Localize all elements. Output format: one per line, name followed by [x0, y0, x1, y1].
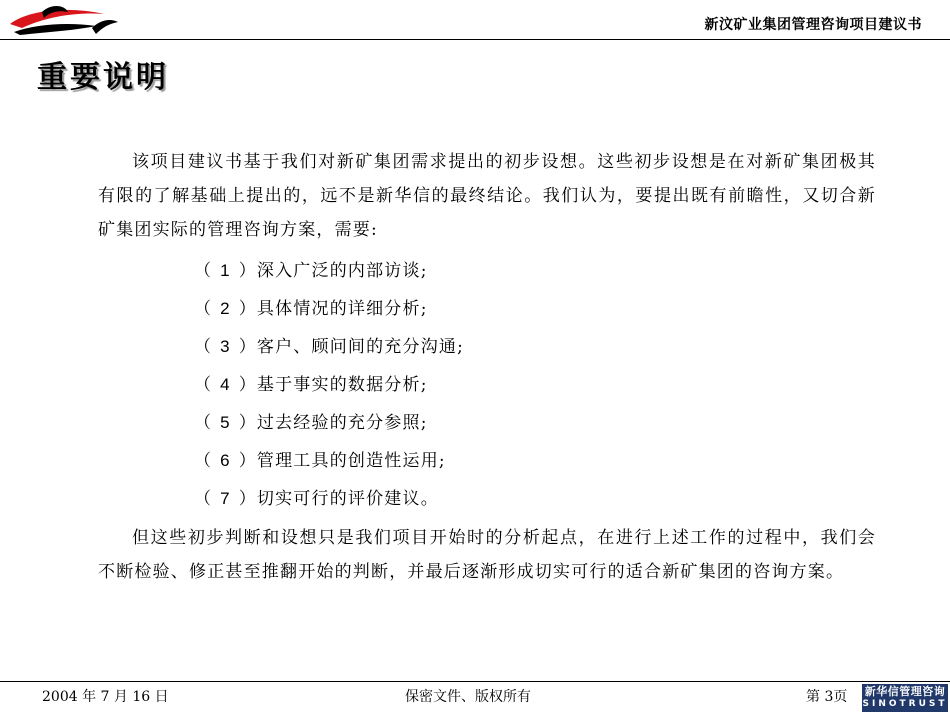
item-number: （ 2 ） — [194, 299, 257, 318]
list-item — [98, 366, 876, 404]
closing-paragraph: 但这些初步判断和设想只是我们项目开始时的分析起点，在进行上述工作的过程中，我们会不断检验、修正甚至推翻开始的判断，并最后逐渐形成切实可行的适合新矿集团的咨询方案。 — [98, 528, 876, 582]
page-number: 第 3页 — [806, 689, 848, 705]
brand-logo — [862, 684, 948, 712]
header-divider — [0, 39, 950, 40]
footer-date: 2004 年 7 月 16 日 — [42, 689, 169, 705]
item-text: 切实可行的评价建议。 — [256, 489, 439, 509]
list-item — [98, 290, 876, 328]
document-title: 新汶矿业集团管理咨询项目建议书 — [704, 17, 922, 33]
footer-confidential: 保密文件、版权所有 — [405, 689, 531, 705]
swoosh-logo-icon — [8, 2, 120, 36]
item-number: （ 1 ） — [194, 261, 257, 280]
item-text: 管理工具的创造性运用; — [256, 451, 446, 471]
item-text: 基于事实的数据分析; — [256, 375, 428, 395]
list-item — [98, 404, 876, 442]
item-text: 深入广泛的内部访谈; — [256, 261, 428, 281]
intro-paragraph: 该项目建议书基于我们对新矿集团需求提出的初步设想。这些初步设想是在对新矿集团极其有限的了解基础上提出的，远不是新华信的最终结论。我们认为，要提出既有前瞻性，又切合新矿集团实际的管理咨询方案，需要: — [98, 152, 876, 240]
requirement-list — [98, 252, 876, 518]
footer-divider — [0, 681, 950, 682]
item-text: 具体情况的详细分析; — [256, 299, 428, 319]
list-item — [98, 442, 876, 480]
item-number: （ 3 ） — [194, 337, 257, 356]
list-item — [98, 328, 876, 366]
item-number: （ 7 ） — [194, 489, 257, 508]
item-number: （ 4 ） — [194, 375, 257, 394]
list-item — [98, 252, 876, 290]
content-body — [98, 145, 876, 589]
brand-name-cn: 新华信管理咨询 — [864, 685, 946, 698]
item-text: 客户、顾问间的充分沟通; — [256, 337, 465, 357]
list-item — [98, 480, 876, 518]
item-number: （ 6 ） — [194, 451, 257, 470]
page-title: 重要说明 — [37, 60, 169, 95]
brand-name-en: SINOTRUST — [862, 699, 948, 709]
item-text: 过去经验的充分参照; — [256, 413, 428, 433]
item-number: （ 5 ） — [194, 413, 257, 432]
